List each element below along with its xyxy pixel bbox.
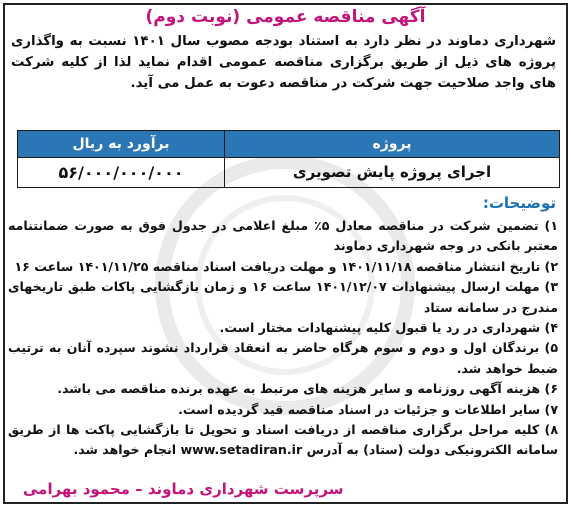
notes-heading: توضیحات: [482, 194, 556, 212]
notice-frame [3, 3, 568, 504]
intro-paragraph: شهرداری دماوند در نظر دارد به استناد بودجه مصوب سال ۱۴۰۱ نسبت به واگذاری پروژه های ذیل از طریق برگزاری مناقصه عمومی اقدام نماید لذا از کلیه شرکت های واجد صلاحیت جهت شرکت در مناقصه دعوت به عمل می آید. [11, 34, 556, 91]
note-item: ۳) مهلت ارسال پیشنهادات ۱۴۰۱/۱۲/۰۷ ساعت ۱۶ و زمان بازگشایی پاکات طبق تاریخهای مندرج در سامانه ستاد [8, 279, 558, 315]
notes-list [8, 216, 558, 461]
tender-table [17, 130, 560, 188]
header-estimate: برآورد به ریال [72, 136, 170, 152]
table-header-row [18, 131, 559, 158]
note-item: ۸) کلیه مراحل برگزاری مناقصه از دریافت اسناد و تحویل تا بازگشایی پاکت ها از طریق سامانه الکترونیکی دولت (ستاد) به آدرس www.setadiran.ir انجام خواهد شد. [8, 422, 558, 458]
note-item: ۲) تاریخ انتشار مناقصه ۱۴۰۱/۱۱/۱۸ و مهلت دریافت اسناد مناقصه ۱۴۰۱/۱۱/۲۵ ساعت ۱۶ [14, 258, 558, 274]
note-item: ۶) هزینه آگهی روزنامه و سایر هزینه های مرتبط به عهده برنده مناقصه می باشد. [57, 381, 558, 397]
note-item: ۵) برندگان اول و دوم و سوم هرگاه حاضر به انعقاد قرارداد نشوند سپرده آنان به ترتیب ضبط خواهد شد. [8, 340, 558, 376]
notice-title: آگهی مناقصه عمومی (نوبت دوم) [145, 7, 426, 27]
note-item: ۷) سایر اطلاعات و جزئیات در اسناد مناقصه قید گردیده است. [178, 401, 558, 417]
header-project: پروژه [224, 131, 559, 157]
note-item: ۱) تضمین شرکت در مناقصه معادل ۵٪ مبلغ اعلامی در جدول فوق به صورت ضمانتنامه معتبر بانکی در وجه شهرداری دماوند [8, 218, 558, 254]
cell-project: اجرای پروژه پایش تصویری [224, 158, 559, 187]
note-item: ۴) شهرداری در رد یا قبول کلیه پیشنهادات مختار است. [219, 320, 558, 336]
signature: سرپرست شهرداری دماوند – محمود بهرامی [23, 480, 344, 498]
cell-estimate: ۵۶/۰۰۰/۰۰۰/۰۰۰ [58, 163, 184, 182]
table-row [18, 158, 559, 187]
